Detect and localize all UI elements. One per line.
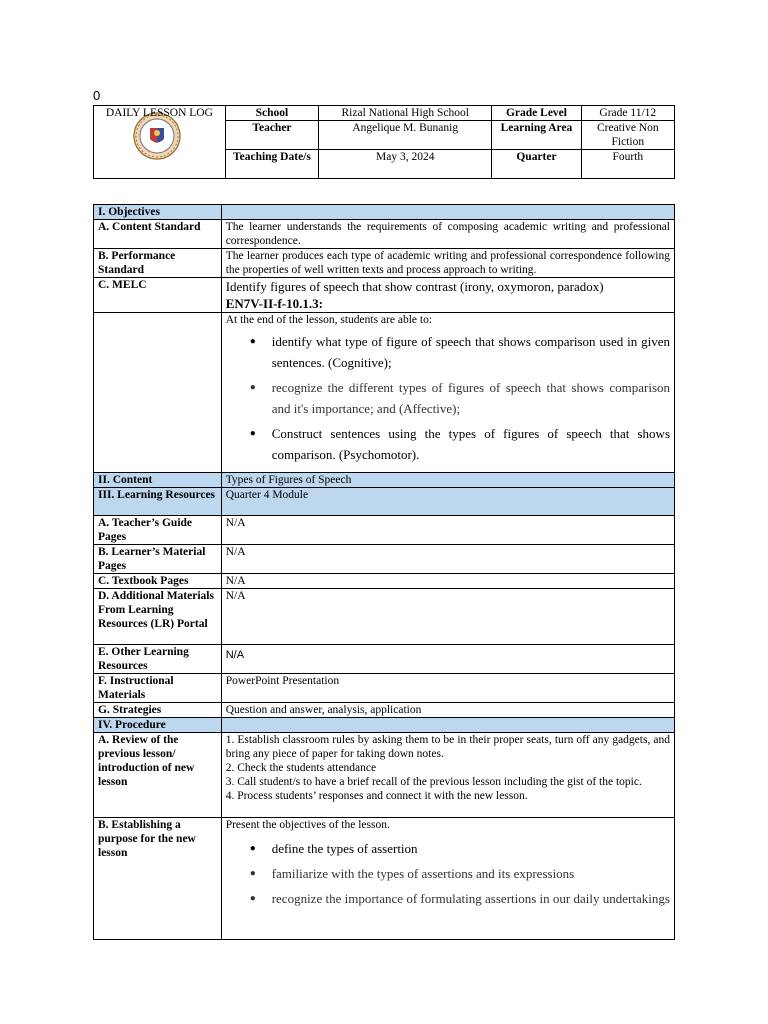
review-label: A. Review of the previous lesson/ introduction of new lesson	[94, 733, 222, 818]
logo-cell	[94, 106, 226, 179]
date-value: May 3, 2024	[319, 150, 492, 179]
review-step: 1. Establish classroom rules by asking them to be in their proper seats, turn off any gadgets, and bring any piece of paper for taking down notes.	[225, 734, 670, 760]
procedure-heading: IV. Procedure	[94, 718, 222, 733]
other-resources-label: E. Other Learning Resources	[94, 645, 222, 674]
objectives-intro: At the end of the lesson, students are able to:	[225, 314, 433, 326]
review-step: 3. Call student/s to have a brief recall of the previous lesson including the gist of the topic.	[225, 776, 642, 788]
instructional-materials-label: F. Instructional Materials	[94, 674, 222, 703]
page-number: 0	[93, 88, 101, 103]
school-value: Rizal National High School	[319, 106, 492, 121]
quarter-label: Quarter	[492, 150, 581, 179]
review-step: 4. Process students’ responses and connect it with the new lesson.	[225, 790, 528, 802]
quarter-value: Fourth	[581, 150, 674, 179]
purpose-intro: Present the objectives of the lesson.	[225, 819, 390, 831]
teacher-value: Angelique M. Bunanig	[319, 121, 492, 150]
area-value: Creative Non Fiction	[581, 121, 674, 150]
objective-item: ● identify what type of figure of speech that shows comparison used in given sentences. (Cognitive);	[250, 331, 670, 373]
textbook-label: C. Textbook Pages	[94, 574, 222, 589]
purpose-cell	[221, 818, 674, 940]
grade-value: Grade 11/12	[581, 106, 674, 121]
resources-value: Quarter 4 Module	[221, 488, 674, 516]
performance-standard-label: B. Performance Standard	[94, 249, 222, 278]
strategies-value: Question and answer, analysis, application	[221, 703, 674, 718]
resources-heading: III. Learning Resources	[94, 488, 222, 516]
teachers-guide-value: N/A	[221, 516, 674, 545]
content-heading: II. Content	[94, 473, 222, 488]
lr-portal-value: N/A	[221, 589, 674, 645]
purpose-item: ● recognize the importance of formulating assertions in our daily undertakings	[250, 888, 670, 909]
performance-standard-text: The learner produces each type of academic writing and professional correspondence following the properties of well written texts and process approach to writing.	[221, 249, 674, 278]
purpose-item: ● familiarize with the types of assertions and its expressions	[250, 863, 670, 884]
grade-label: Grade Level	[492, 106, 581, 121]
learners-material-value: N/A	[221, 545, 674, 574]
content-standard-text: The learner understands the requirements of composing academic writing and professional correspondence.	[221, 220, 674, 249]
textbook-value: N/A	[221, 574, 674, 589]
melc-label: C. MELC	[94, 278, 222, 313]
objective-item: ● Construct sentences using the types of figures of speech that shows comparison. (Psychomotor).	[250, 423, 670, 465]
learners-material-label: B. Learner’s Material Pages	[94, 545, 222, 574]
dll-title: DAILY LESSON LOG	[105, 107, 213, 119]
date-label: Teaching Date/s	[225, 150, 318, 179]
review-step: 2. Check the students attendance	[225, 762, 377, 774]
lr-portal-label: D. Additional Materials From Learning Resources (LR) Portal	[94, 589, 222, 645]
melc-code: EN7V-II-f-10.1.3:	[225, 296, 323, 311]
review-steps	[221, 733, 674, 818]
teachers-guide-label: A. Teacher’s Guide Pages	[94, 516, 222, 545]
lesson-plan-table	[93, 204, 675, 940]
purpose-label: B. Establishing a purpose for the new lesson	[94, 818, 222, 940]
content-value: Types of Figures of Speech	[221, 473, 674, 488]
other-resources-value: N/A	[221, 645, 674, 674]
melc-text: Identify figures of speech that show contrast (irony, oxymoron, paradox)	[225, 279, 604, 294]
objective-item: ● recognize the different types of figures of speech that shows comparison and it's importance; and (Affective);	[250, 377, 670, 419]
teacher-label: Teacher	[225, 121, 318, 150]
objectives-cell	[221, 313, 674, 473]
school-label: School	[225, 106, 318, 121]
content-standard-label: A. Content Standard	[94, 220, 222, 249]
objectives-heading: I. Objectives	[94, 205, 222, 220]
area-label: Learning Area	[492, 121, 581, 150]
instructional-materials-value: PowerPoint Presentation	[221, 674, 674, 703]
purpose-item: ● define the types of assertion	[250, 838, 670, 859]
strategies-label: G. Strategies	[94, 703, 222, 718]
header-table	[93, 105, 675, 179]
